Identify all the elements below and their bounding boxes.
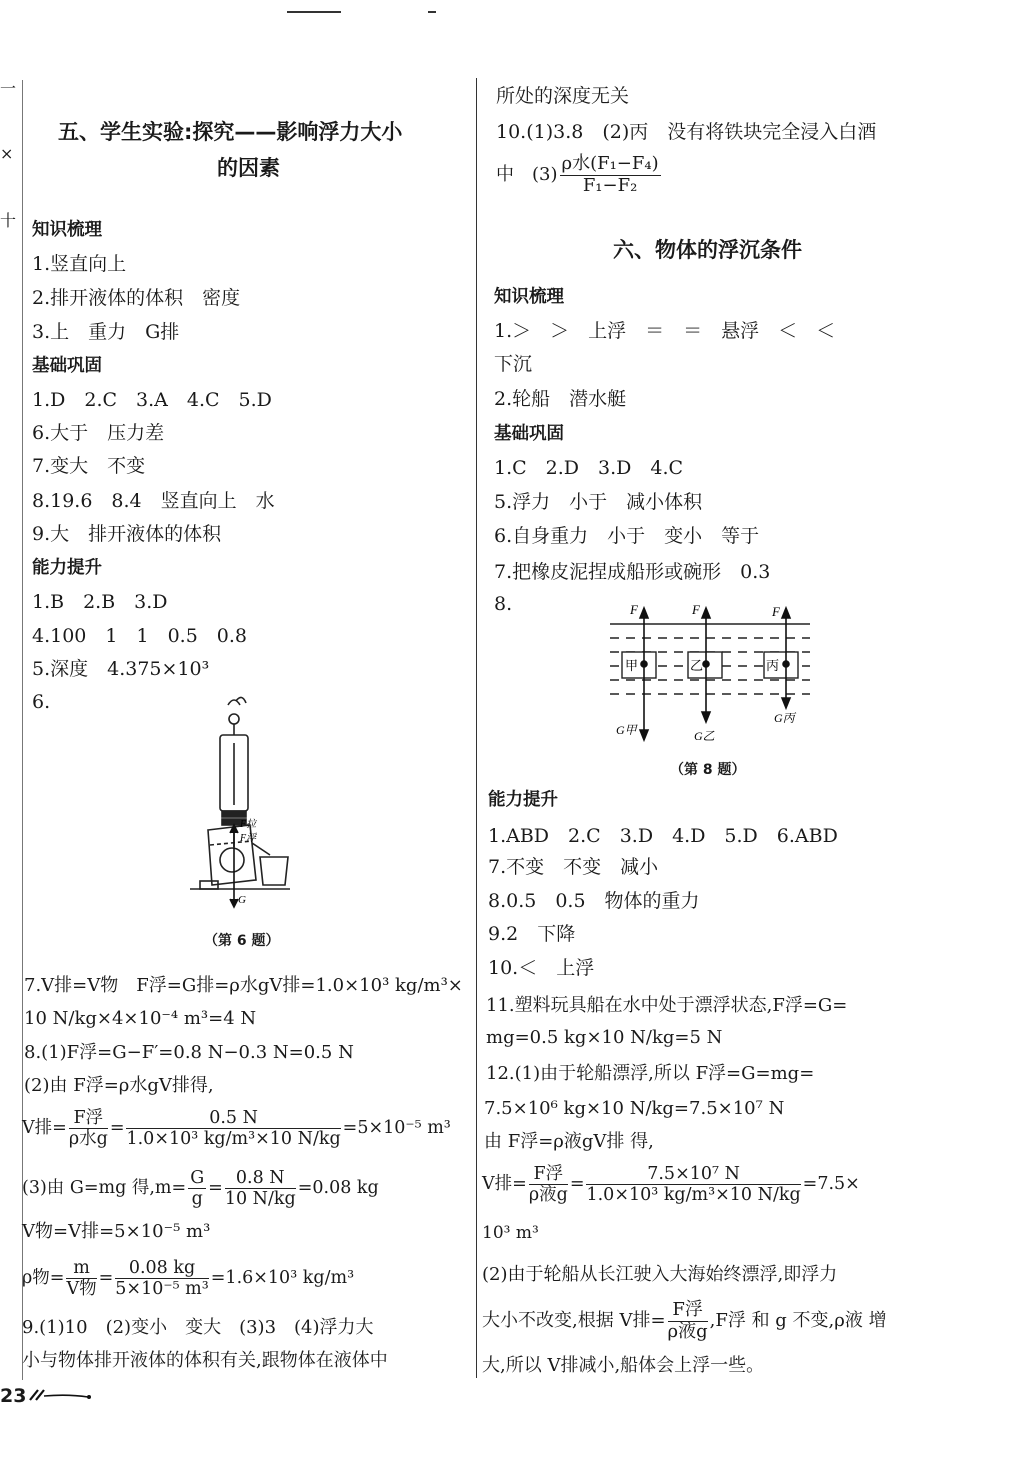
page-number: 23	[0, 1385, 27, 1407]
right-a11-line1: 11.塑料玩具船在水中处于漂浮状态,F浮=G=	[486, 995, 848, 1016]
fig8-label-yi: 乙	[690, 659, 704, 674]
left-b1: 1.D 2.C 3.A 4.C 5.D	[32, 389, 272, 411]
right-a12-volume-equation: V排= $\frac{\text{F浮}}{\text{ρ液g}}$ = $\frac{\text{7.5×10⁷ N}}{\text{1.0×10³ kg/m³×10 N/kg}}$ =7.5×	[482, 1164, 860, 1206]
left-a5: 5.深度 4.375×10³	[32, 658, 210, 680]
right-k2: 2.轮船 潜水艇	[494, 388, 627, 410]
right-r10-line1: 10.(1)3.8 (2)丙 没有将铁块完全浸入白酒	[496, 121, 877, 143]
left-k2: 2.排开液体的体积 密度	[32, 287, 241, 309]
right-section-knowledge: 知识梳理	[494, 287, 564, 307]
left-q8-line1: 8.(1)F浮=G−F′=0.8 N−0.3 N=0.5 N	[24, 1042, 354, 1063]
figure-6-caption: （第 6 题）	[204, 933, 280, 949]
left-q8-line2: (2)由 F浮=ρ水gV排得,	[24, 1075, 214, 1096]
right-section-basic: 基础巩固	[494, 424, 564, 444]
left-q7-line2: 10 N/kg×4×10⁻⁴ m³=4 N	[24, 1008, 257, 1029]
page-number-swoosh-icon	[28, 1388, 94, 1402]
right-b1: 1.C 2.D 3.D 4.C	[494, 457, 684, 479]
left-b6: 6.大于 压力差	[32, 422, 165, 444]
hand-hook	[228, 697, 246, 705]
margin-mark-3: 十	[0, 211, 17, 230]
fig8-label-f1: F	[630, 602, 638, 617]
fig8-label-gyi: G乙	[694, 729, 715, 743]
top-rule	[287, 11, 341, 13]
right-a12-line2: 7.5×10⁶ kg×10 N/kg=7.5×10⁷ N	[484, 1098, 785, 1119]
figure-6-spring-scale	[190, 695, 300, 915]
fig8-label-f3: F	[772, 604, 780, 619]
right-a12-line3: 由 F浮=ρ液gV排 得,	[484, 1131, 654, 1152]
left-a6: 6.	[32, 691, 51, 713]
right-r10-line2: 中 (3) $\frac{\text{ρ水(F₁−F₄)}}{\text{F₁−F₂}}$	[496, 153, 659, 196]
left-k3: 3.上 重力 G排	[32, 321, 180, 343]
fig6-label-g: G	[238, 894, 246, 906]
left-title-line2: 的因素	[217, 156, 280, 180]
right-a9: 9.2 下降	[488, 923, 576, 945]
left-q9-line1: 9.(1)10 (2)变小 变大 (3)3 (4)浮力大	[22, 1317, 374, 1338]
right-a1: 1.ABD 2.C 3.D 4.D 5.D 6.ABD	[488, 825, 838, 847]
right-a12-line1: 12.(1)由于轮船漂浮,所以 F浮=G=mg=	[486, 1063, 815, 1084]
fig6-label-fbuoy: F浮	[240, 833, 257, 844]
right-a12-line8: 大,所以 V排减小,船体会上浮一些。	[482, 1355, 765, 1376]
right-b8: 8.	[494, 593, 513, 615]
right-r0: 所处的深度无关	[496, 85, 630, 107]
fig8-label-gjia: G甲	[616, 723, 637, 737]
left-b9: 9.大 排开液体的体积	[32, 523, 222, 545]
figure-8-floating-objects	[600, 598, 820, 748]
left-title-line1: 五、学生实验:探究——影响浮力大小	[58, 120, 403, 144]
right-b6: 6.自身重力 小于 变小 等于	[494, 525, 760, 547]
left-q9-line2: 小与物体排开液体的体积有关,跟物体在液体中	[22, 1350, 388, 1371]
right-section-ability: 能力提升	[488, 790, 558, 810]
left-k1: 1.竖直向上	[32, 253, 127, 275]
right-a12-line7: 大小不改变,根据 V排= $\frac{\text{F浮}}{\text{ρ液g}}$ ,F浮 和 g 不变,ρ液 增	[482, 1299, 887, 1342]
right-a7: 7.不变 不变 减小	[488, 856, 659, 878]
right-a10: 10.＜ 上浮	[488, 957, 595, 979]
fig8-label-gbing: G丙	[774, 711, 795, 725]
right-a8: 8.0.5 0.5 物体的重力	[488, 890, 700, 912]
fig6-label-fpull: F拉	[240, 819, 257, 830]
fig8-label-bing: 丙	[766, 659, 780, 674]
left-section-knowledge: 知识梳理	[32, 220, 102, 240]
margin-mark-1: 一	[0, 79, 17, 98]
left-q7-line1: 7.V排=V物 F浮=G排=ρ水gV排=1.0×10³ kg/m³×	[24, 975, 463, 996]
right-a12-line5: 10³ m³	[482, 1223, 539, 1243]
right-k1b: 下沉	[494, 353, 533, 375]
left-a1: 1.B 2.B 3.D	[32, 591, 168, 613]
left-q8-mass-equation: (3)由 G=mg 得,m= $\frac{G}{g}$ = $\frac{0.8 N}{10 N/kg}$ =0.08 kg	[22, 1168, 379, 1210]
left-q8-density-equation: ρ物= $\frac{m}{\text{V物}}$ = $\frac{0.08 kg}{\text{5×10⁻⁵ m³}}$ =1.6×10³ kg/m³	[22, 1258, 355, 1300]
right-title: 六、物体的浮沉条件	[613, 238, 802, 262]
margin-mark-2: ×	[0, 144, 14, 163]
left-q8-volume-equation: V排= $\frac{\text{F浮}}{\text{ρ水g}}$ = $\frac{0.5 N}{\text{1.0×10³ kg/m³×10 N/kg}}$ =5×10⁻⁵ m³	[22, 1108, 451, 1150]
fig8-label-jia: 甲	[625, 659, 639, 674]
left-b7: 7.变大 不变	[32, 455, 146, 477]
left-a4: 4.100 1 1 0.5 0.8	[32, 625, 248, 647]
right-a11-line2: mg=0.5 kg×10 N/kg=5 N	[486, 1027, 723, 1048]
column-divider	[476, 78, 477, 1378]
fig8-label-f2: F	[692, 602, 700, 617]
left-section-basic: 基础巩固	[32, 356, 102, 376]
right-b7: 7.把橡皮泥捏成船形或碗形 0.3	[494, 561, 771, 583]
left-b8: 8.19.6 8.4 竖直向上 水	[32, 490, 275, 512]
left-section-ability: 能力提升	[32, 558, 102, 578]
right-k1: 1.＞ ＞ 上浮 ＝ ＝ 悬浮 ＜ ＜	[494, 320, 836, 342]
top-rule-short	[428, 11, 436, 13]
right-b5: 5.浮力 小于 减小体积	[494, 491, 703, 513]
left-q8-vwu: V物=V排=5×10⁻⁵ m³	[22, 1221, 211, 1242]
right-a12-line6: (2)由于轮船从长江驶入大海始终漂浮,即浮力	[482, 1264, 838, 1285]
figure-8-caption: （第 8 题）	[670, 762, 746, 778]
